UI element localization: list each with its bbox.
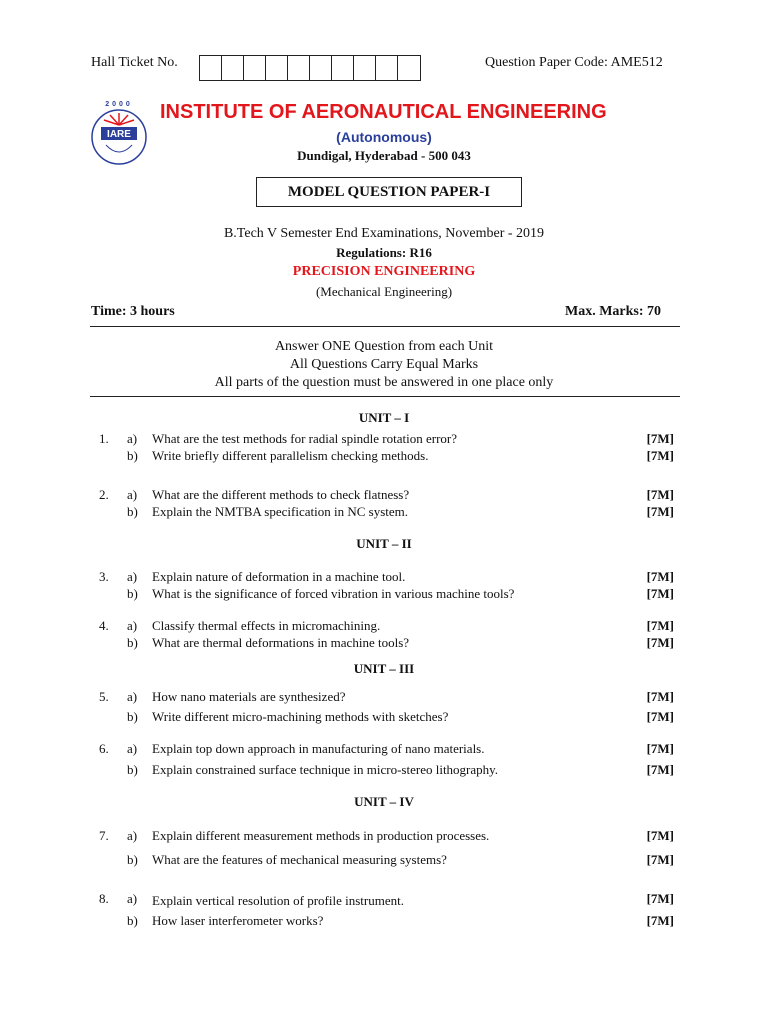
question-number: 5. <box>99 689 109 704</box>
instruction-line: All parts of the question must be answered in one place only <box>214 375 554 390</box>
hall-ticket-label: Hall Ticket No. <box>91 55 178 70</box>
question-marks: [7M] <box>646 828 674 843</box>
branch-name: (Mechanical Engineering) <box>315 284 453 299</box>
hall-ticket-box <box>376 56 398 80</box>
unit-title: UNIT – I <box>358 410 410 425</box>
question-text: Explain constrained surface technique in micro-stereo lithography. <box>152 762 499 777</box>
question-part-label: a) <box>127 487 138 502</box>
question-marks: [7M] <box>646 891 674 906</box>
instruction-line: Answer ONE Question from each Unit <box>274 339 494 354</box>
question-text: What are the features of mechanical measuring systems? <box>152 852 447 867</box>
question-number: 8. <box>99 891 109 906</box>
question-part-label: a) <box>127 569 138 584</box>
instruction-line: All Questions Carry Equal Marks <box>289 357 479 372</box>
question-text: Explain different measurement methods in production processes. <box>152 828 490 843</box>
question-marks: [7M] <box>646 709 674 724</box>
exam-duration: Time: 3 hours <box>91 304 175 319</box>
institute-address: Dundigal, Hyderabad - 500 043 <box>297 148 471 163</box>
hall-ticket-box <box>310 56 332 80</box>
question-part-label: b) <box>127 635 138 650</box>
question-text: Explain top down approach in manufacturing of nano materials. <box>152 741 485 756</box>
question-text: What are thermal deformations in machine tools? <box>152 635 410 650</box>
question-marks: [7M] <box>646 635 674 650</box>
question-text: Classify thermal effects in micromachining. <box>152 618 381 633</box>
exam-name: B.Tech V Semester End Examinations, November - 2019 <box>223 226 545 241</box>
question-marks: [7M] <box>646 504 674 519</box>
question-text: How laser interferometer works? <box>152 913 324 928</box>
question-marks: [7M] <box>646 741 674 756</box>
question-marks: [7M] <box>646 569 674 584</box>
hall-ticket-box <box>354 56 376 80</box>
hall-ticket-box <box>222 56 244 80</box>
logo-abbr: IARE <box>107 129 131 140</box>
question-marks: [7M] <box>646 618 674 633</box>
question-part-label: a) <box>127 618 138 633</box>
question-text: Explain nature of deformation in a machine tool. <box>152 569 406 584</box>
question-text: What are the different methods to check flatness? <box>152 487 410 502</box>
question-text: What is the significance of forced vibration in various machine tools? <box>152 586 515 601</box>
question-marks: [7M] <box>646 852 674 867</box>
question-marks: [7M] <box>646 487 674 502</box>
question-number: 7. <box>99 828 109 843</box>
question-part-label: b) <box>127 504 138 519</box>
hall-ticket-box <box>398 56 420 80</box>
question-marks: [7M] <box>646 689 674 704</box>
question-part-label: b) <box>127 852 138 867</box>
unit-title: UNIT – II <box>356 536 412 551</box>
question-part-label: b) <box>127 448 138 463</box>
paper-title: MODEL QUESTION PAPER-I <box>256 177 522 207</box>
question-text: Explain the NMTBA specification in NC system. <box>152 504 408 519</box>
question-text: What are the test methods for radial spindle rotation error? <box>152 431 458 446</box>
regulations: Regulations: R16 <box>336 245 432 260</box>
unit-title: UNIT – IV <box>354 794 414 809</box>
hall-ticket-box <box>332 56 354 80</box>
question-number: 1. <box>99 431 109 446</box>
logo-year: 2000 <box>105 101 133 108</box>
question-part-label: b) <box>127 709 138 724</box>
unit-title: UNIT – III <box>353 661 415 676</box>
question-part-label: a) <box>127 431 138 446</box>
question-part-label: a) <box>127 689 138 704</box>
question-text: Write different micro-machining methods with sketches? <box>152 709 449 724</box>
question-part-label: a) <box>127 828 138 843</box>
question-number: 4. <box>99 618 109 633</box>
institute-status: (Autonomous) <box>336 129 432 145</box>
question-marks: [7M] <box>646 762 674 777</box>
question-marks: [7M] <box>646 431 674 446</box>
question-text: How nano materials are synthesized? <box>152 689 346 704</box>
question-paper-code: Question Paper Code: AME512 <box>485 55 663 70</box>
divider <box>90 396 680 397</box>
hall-ticket-box <box>288 56 310 80</box>
question-number: 3. <box>99 569 109 584</box>
hall-ticket-box <box>200 56 222 80</box>
question-part-label: a) <box>127 891 138 906</box>
hall-ticket-boxes <box>199 55 421 81</box>
max-marks: Max. Marks: 70 <box>565 304 662 319</box>
question-number: 2. <box>99 487 109 502</box>
divider <box>90 326 680 327</box>
hall-ticket-box <box>266 56 288 80</box>
institute-name: INSTITUTE OF AERONAUTICAL ENGINEERING <box>160 101 607 123</box>
question-marks: [7M] <box>646 586 674 601</box>
question-marks: [7M] <box>646 448 674 463</box>
question-number: 6. <box>99 741 109 756</box>
question-part-label: a) <box>127 741 138 756</box>
question-text: Write briefly different parallelism checking methods. <box>152 448 429 463</box>
question-part-label: b) <box>127 913 138 928</box>
question-part-label: b) <box>127 586 138 601</box>
hall-ticket-box <box>244 56 266 80</box>
question-text: Explain vertical resolution of profile instrument. <box>152 893 404 908</box>
question-part-label: b) <box>127 762 138 777</box>
subject-name: PRECISION ENGINEERING <box>292 264 476 279</box>
question-marks: [7M] <box>646 913 674 928</box>
